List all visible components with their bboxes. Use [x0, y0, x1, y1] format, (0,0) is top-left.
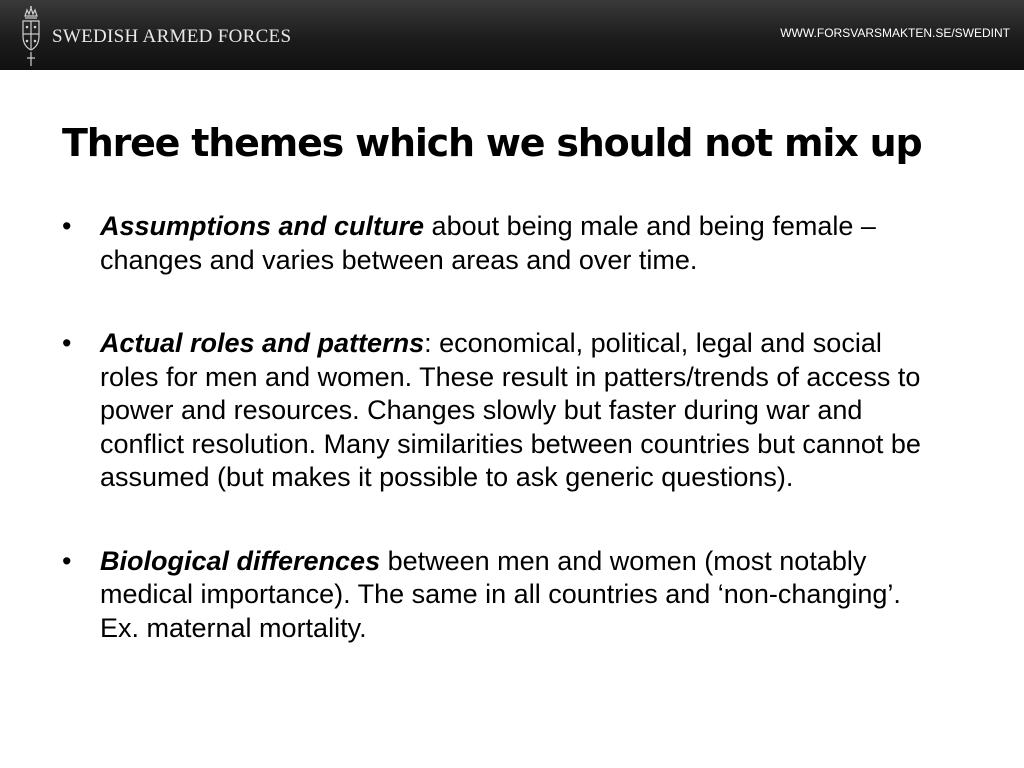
crown-shield-crest-icon — [18, 2, 44, 68]
bullet-lead-text: Assumptions and culture — [100, 211, 425, 241]
bullet-item — [62, 545, 942, 646]
bullet-item — [62, 327, 942, 495]
bullet-list — [62, 210, 942, 695]
website-url: WWW.FORSVARSMAKTEN.SE/SWEDINT — [780, 26, 1010, 40]
bullet-body-text: : economical, political, legal and social roles for men and women. These result in patters/trends of access to power and resources. Changes slowly but faster during war and conflict resolution. Many similarities between countries but cannot be assumed (but makes it possible to ask generic questions). — [100, 328, 921, 492]
bullet-lead-text: Actual roles and patterns — [100, 328, 425, 358]
header-bar — [0, 0, 1024, 70]
bullet-point-icon: • — [62, 545, 72, 576]
bullet-lead-text: Biological differences — [100, 545, 381, 576]
bullet-item — [62, 210, 942, 277]
bullet-body-text: about being male and being female – changes and varies between areas and over time. — [100, 211, 876, 275]
bullet-body-text: between men and women (most notably medical importance). The same in all countries and ‘non-changing’. Ex. maternal mortality. — [100, 545, 901, 643]
bullet-point-icon: • — [62, 211, 72, 241]
slide-title: Three themes which we should not mix up — [62, 121, 922, 165]
organization-name: SWEDISH ARMED FORCES — [52, 26, 292, 47]
bullet-point-icon: • — [62, 328, 72, 358]
